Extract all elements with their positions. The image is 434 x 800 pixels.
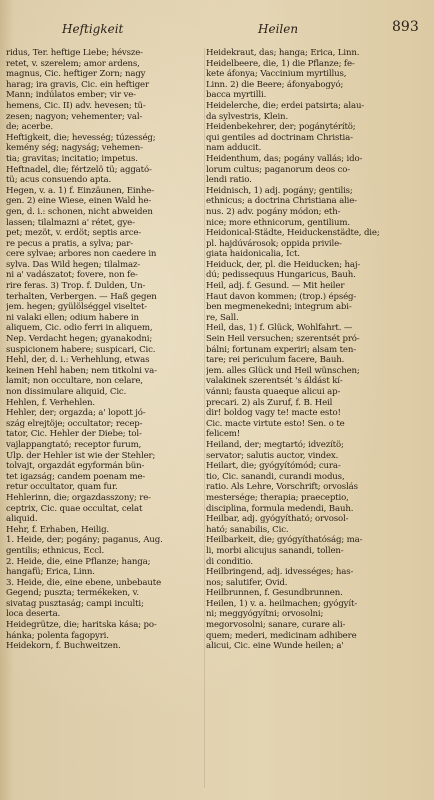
text-line: Heil, adj. f. Gesund. — Mit heiler: [206, 281, 345, 292]
text-line: qui gentiles ad doctrinam Christia-: [206, 132, 353, 143]
text-line: loca deserta.: [6, 609, 61, 620]
text-line: zesen; nagyon; vehementer; val-: [6, 111, 143, 122]
text-line: lorum cultus; paganorum deos co-: [206, 164, 351, 175]
text-line: Heilbarkeit, die; gyógyíthatóság; ma-: [206, 535, 363, 546]
text-line: Linn. 2) die Beere; áfonyabogyó;: [206, 79, 344, 90]
text-line: Mann; indúlatos ember; vir ve-: [6, 90, 136, 101]
text-line: Heidenthum, das; pogány vallás; ido-: [206, 153, 363, 164]
text-line: nos; salutifer, Ovid.: [206, 577, 288, 588]
text-line: nam adducit.: [206, 143, 262, 154]
text-line: kete áfonya; Vaccinium myrtillus,: [206, 69, 347, 80]
text-line: Heidelerche, die; erdei patsirta; alau-: [206, 100, 365, 111]
text-line: aliquem, Cic. odio ferri in aliquem,: [6, 323, 153, 334]
text-line: magnus, Cic. heftiger Zorn; nagy: [6, 69, 146, 80]
text-line: Hehlen, f. Verhehlen.: [6, 397, 96, 408]
text-line: lendi ratio.: [206, 175, 252, 186]
text-line: Haut davon kommen; (trop.) épség-: [206, 291, 357, 302]
text-line: suspicionem habere; suspicari, Cic.: [6, 344, 156, 355]
text-line: kemény ség; nagyság; vehemen-: [6, 143, 143, 154]
running-head-center: Heilen: [258, 22, 299, 36]
text-line: disciplina, formula medendi, Bauh.: [206, 503, 354, 514]
text-line: jem. alles Glück und Heil wünschen;: [206, 365, 360, 376]
text-line: Hehler, der; orgazda; a' lopott jó-: [6, 408, 146, 419]
text-line: Sein Heil versuchen; szerentsét pró-: [206, 334, 360, 345]
text-line: Gegend; puszta; termékeken, v.: [6, 588, 139, 599]
text-line: ratio. Als Lehre, Vorschrift; orvoslás: [206, 482, 358, 493]
left-column: [6, 48, 204, 652]
text-line: Heiduck, der, pl. die Heiducken; haj-: [206, 259, 361, 270]
text-line: gen. 2) eine Wiese, einen Wald he-: [6, 196, 152, 207]
running-head-left: Heftigkeit: [62, 22, 124, 36]
text-line: pet; mezöt, v. erdöt; septis arce-: [6, 228, 142, 239]
text-line: tet igazság; candem poenam me-: [6, 471, 146, 482]
column-divider: [204, 48, 205, 788]
text-line: Heilbringend, adj. idvességes; has-: [206, 567, 354, 578]
text-line: 3. Heide, die, eine ebene, unbebaute: [6, 577, 162, 588]
text-line: ni; meggyógyítni; orvosolni;: [206, 609, 324, 620]
text-line: aliquid.: [6, 514, 38, 525]
text-line: Heftigkeit, die; hevesség; túzesség;: [6, 132, 156, 143]
text-line: Cic. macte virtute esto! Sen. o te: [206, 418, 345, 429]
text-line: Heilart, die; gyógyítómód; cura-: [206, 461, 341, 472]
text-line: ridus, Ter. heftige Liebe; hévsze-: [6, 48, 143, 58]
text-line: quem; mederi, medicinam adhibere: [206, 630, 357, 641]
text-line: felicem!: [206, 429, 241, 440]
text-line: keinen Hehl haben; nem titkolni va-: [6, 365, 157, 376]
text-line: ceptrix, Cic. quae occultat, celat: [6, 503, 143, 514]
text-line: Ulp. der Hehler ist wie der Stehler;: [6, 450, 156, 461]
text-line: sivatag pusztaság; campi inculti;: [6, 598, 144, 609]
text-line: retur occultator, quam fur.: [6, 482, 118, 493]
text-line: Heiland, der; megtartó; idvezítö;: [206, 439, 344, 450]
text-line: Heidonical-Städte, Heiduckenstädte, die;: [206, 228, 380, 239]
text-line: tolvajt, orgazdát egyformán bün-: [6, 461, 145, 472]
text-line: Hegen, v. a. 1) f. Einzäunen, Einhe-: [6, 185, 154, 196]
text-line: gentilis; ethnicus, Eccl.: [6, 545, 105, 556]
text-line: precari. 2) als Zuruf, f. B. Heil: [206, 397, 333, 408]
text-line: lassen; tilalmazni a' rétet, gye-: [6, 217, 135, 228]
text-line: Heilbrunnen, f. Gesundbrunnen.: [206, 588, 343, 599]
text-line: harag; ira gravis, Cic. ein heftiger: [6, 79, 149, 90]
text-line: Heidelbeere, die, 1) die Pflanze; fe-: [206, 58, 355, 69]
text-line: Heidenbekehrer, der; pogánytérítö;: [206, 122, 356, 133]
text-line: ni valaki ellen; odium habere in: [6, 312, 139, 323]
text-line: hánka; polenta fagopyri.: [6, 630, 109, 641]
right-column: [206, 48, 424, 652]
text-line: de; acerbe.: [6, 122, 54, 133]
text-line: ni a' vadászatot; fovere, non fe-: [6, 270, 138, 281]
text-line: rire feras. 3) Trop. f. Dulden, Un-: [6, 281, 146, 292]
text-line: tare; rei periculum facere, Bauh.: [206, 355, 345, 366]
text-line: Heil, das, 1) f. Glück, Wohlfahrt. —: [206, 323, 353, 334]
text-line: Heftnadel, die; fértzelö tü; aggató-: [6, 164, 152, 175]
text-line: giata haidonicalia, Ict.: [206, 249, 300, 260]
text-line: Hehl, der, d. i.: Verhehlung, etwas: [6, 355, 150, 366]
text-line: tio, Cic. sanandi, curandi modus,: [206, 471, 345, 482]
text-line: sylva. Das Wild hegen; tilalmaz-: [6, 259, 141, 270]
text-line: dú; pedissequus Hungaricus, Bauh.: [206, 270, 356, 281]
text-line: tü; acus consuendo apta.: [6, 175, 112, 186]
text-line: Hehlerinn, die; orgazdasszony; re-: [6, 492, 151, 503]
text-line: 1. Heide, der; pogány; paganus, Aug.: [6, 535, 163, 546]
text-line: Heidegrütze, die; haritska kása; po-: [6, 620, 157, 631]
text-line: tia; gravitas; incitatio; impetus.: [6, 153, 138, 164]
text-line: cere sylvae; arbores non caedere in: [6, 249, 157, 260]
text-line: di conditio.: [206, 556, 253, 567]
text-line: bacca myrtilli.: [206, 90, 267, 101]
running-head: [0, 19, 434, 40]
text-line: nice; more ethnicorum, gentilium.: [206, 217, 350, 228]
text-line: vajlappangtató; receptor furum,: [6, 439, 142, 450]
text-line: Hehr, f. Erhaben, Heilig.: [6, 524, 110, 535]
text-line: ethnicus; a doctrina Christiana alie-: [206, 196, 357, 207]
text-line: li, morbi alicujus sanandi, tollen-: [206, 545, 344, 556]
page-number: 893: [392, 19, 419, 35]
text-line: re pecus a pratis, a sylva; par-: [6, 238, 133, 249]
text-line: Heidekorn, f. Buchweitzen.: [6, 641, 121, 652]
text-line: hemens, Cic. II) adv. hevesen; tü-: [6, 100, 146, 111]
text-line: hangafü; Erica, Linn.: [6, 567, 95, 578]
text-line: non dissimulare aliquid, Cic.: [6, 387, 127, 397]
text-line: Nep. Verdacht hegen; gyanakodni;: [6, 334, 153, 345]
text-line: vánni; fausta quaeque alicui ap-: [206, 387, 341, 397]
text-line: alicui, Cic. eine Wunde heilen; a': [206, 641, 344, 652]
text-line: jem. hegen; gyülölséggel viseltet-: [6, 302, 148, 313]
text-line: Heilen, 1) v. a. heilmachen; gyógyít-: [206, 598, 358, 609]
text-line: megorvosolni; sanare, curare ali-: [206, 620, 346, 631]
text-line: da sylvestris, Klein.: [206, 111, 289, 122]
text-line: gen, d. i.: schonen, nicht abweiden: [6, 206, 153, 217]
text-line: Heilbar, adj. gyógyítható; orvosol-: [206, 514, 349, 525]
text-line: re, Sall.: [206, 312, 239, 323]
text-line: pl. hajdúvárosok; oppida privile-: [206, 238, 342, 249]
text-line: dir! boldog vagy te! macte esto!: [206, 408, 341, 419]
text-line: bálni; fortunam experiri; alsam ten-: [206, 344, 356, 355]
text-line: tator, Cic. Hehler der Diebe; tol-: [6, 429, 142, 440]
text-line: Heidnisch, 1) adj. pogány; gentilis;: [206, 185, 353, 196]
text-line: 2. Heide, die, eine Pflanze; hanga;: [6, 556, 151, 567]
text-line: terhalten, Verbergen. — Haß gegen: [6, 291, 157, 302]
text-line: mestersége; therapia; praeceptio,: [206, 492, 349, 503]
text-line: ható; sanabilis, Cic.: [206, 524, 289, 535]
text-line: nus. 2) adv. pogány módon; eth-: [206, 206, 341, 217]
text-line: Heidekraut, das; hanga; Erica, Linn.: [206, 48, 360, 58]
text-line: ben megmenekedni; integrum abi-: [206, 302, 352, 313]
text-line: retet, v. szerelem; amor ardens,: [6, 58, 140, 69]
text-line: valakinek szerentsét 's áldást kí-: [206, 376, 343, 387]
text-line: servator; salutis auctor, vindex.: [206, 450, 339, 461]
text-line: szág elrejtöje; occultator; recep-: [6, 418, 143, 429]
text-line: lamit; non occultare, non celare,: [6, 376, 143, 387]
